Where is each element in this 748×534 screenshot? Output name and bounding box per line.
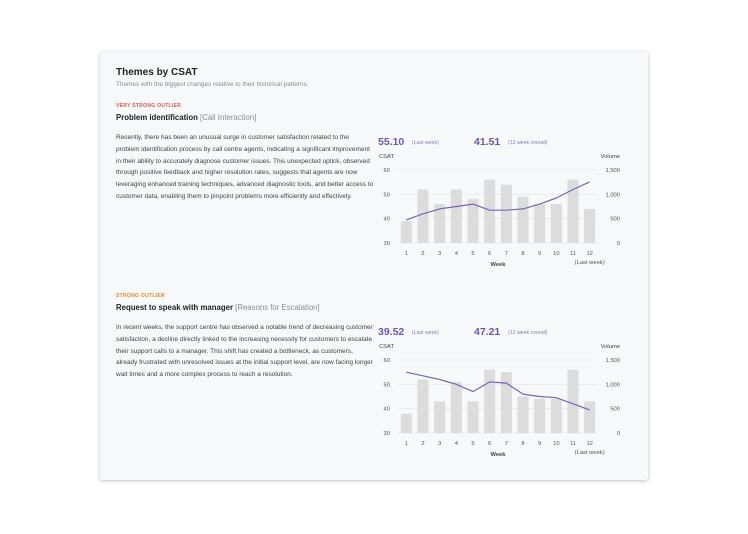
y2-tick-label: 1,000 xyxy=(605,192,620,199)
volume-bar xyxy=(534,204,545,243)
y2-tick-label: 1,500 xyxy=(605,358,620,364)
y-tick-label: 40 xyxy=(383,216,390,223)
volume-bar xyxy=(484,180,495,243)
volume-bar xyxy=(518,197,529,243)
stat-last-value: 39.52 xyxy=(378,326,405,338)
x-tick-label: 10 xyxy=(553,251,560,257)
x-tick-label: 3 xyxy=(438,251,442,257)
last-week-label: (Last week) xyxy=(574,260,605,266)
card-title: Themes by CSAT xyxy=(116,67,198,78)
x-tick-label: 6 xyxy=(488,441,492,447)
volume-bar xyxy=(501,372,512,433)
volume-bar xyxy=(434,401,445,433)
x-tick-label: 8 xyxy=(521,441,525,447)
chart-svg xyxy=(376,321,628,469)
volume-bar xyxy=(551,399,562,433)
outlier-tag: STRONG OUTLIER xyxy=(116,293,165,299)
volume-bar xyxy=(484,370,495,433)
volume-bar xyxy=(401,221,412,243)
x-tick-label: 12 xyxy=(586,251,593,257)
stat-overall-value: 41.51 xyxy=(474,136,501,148)
x-tick-label: 11 xyxy=(569,441,577,447)
y-axis-label: CSAT xyxy=(379,154,395,160)
last-week-label: (Last week) xyxy=(574,450,605,456)
csat-line xyxy=(406,182,589,220)
chart-svg xyxy=(376,131,628,279)
x-tick-label: 8 xyxy=(521,251,525,257)
x-tick-label: 5 xyxy=(471,251,475,257)
volume-bar xyxy=(451,382,462,433)
csat-volume-chart xyxy=(376,321,628,469)
volume-bar xyxy=(401,414,412,433)
theme-description: Recently, there has been an unusual surge in customer satisfaction related to the problem identification process by call centre agents, indicating a significant improvement in their ability to accurately diagnose customer issues. This unexpected uptick, observed through positive feedback and higher resolution rates, suggests that agents are now leveraging enhanced training techniques, advanced diagnostic tools, and better access to customer data, enabling them to pinpoint problems more efficiently and effectively. xyxy=(116,134,374,200)
themes-card xyxy=(100,52,648,480)
outlier-tag: VERY STRONG OUTLIER xyxy=(116,103,182,109)
theme-category: [Reasons for Escalation] xyxy=(235,303,320,312)
volume-bar xyxy=(551,204,562,243)
card-subtitle: Themes with the biggest changes relative to their historical patterns. xyxy=(116,81,309,88)
x-tick-label: 6 xyxy=(488,251,492,257)
x-tick-label: 9 xyxy=(538,441,542,447)
y2-tick-label: 500 xyxy=(610,216,620,223)
theme-heading xyxy=(116,113,256,122)
stat-overall-value: 47.21 xyxy=(474,326,501,338)
stat-last-label: (Last week) xyxy=(412,140,439,146)
x-tick-label: 4 xyxy=(454,251,458,257)
volume-bar xyxy=(518,397,529,434)
csat-volume-chart xyxy=(376,131,628,279)
x-tick-label: 7 xyxy=(504,441,508,447)
stat-last-value: 55.10 xyxy=(378,136,405,148)
y-tick-label: 40 xyxy=(383,406,390,413)
y2-tick-label: 1,000 xyxy=(605,382,620,389)
y-tick-label: 50 xyxy=(383,192,390,199)
y-tick-label: 30 xyxy=(383,431,390,437)
theme-description: In recent weeks, the support centre has observed a notable trend of decreasing customer satisfaction, a decline directly linked to the increasing necessity for customers to escalate their support calls to a manager. This shift has created a bottleneck, as customers, already frustrated with unresolved issues at the initial support level, are now facing longer wait times and a more complex process to reach a resolution. xyxy=(116,324,373,379)
y2-tick-label: 0 xyxy=(616,431,620,437)
volume-bar xyxy=(501,185,512,243)
stat-last-label: (Last week) xyxy=(412,330,439,336)
y-tick-label: 60 xyxy=(383,358,390,364)
x-tick-label: 11 xyxy=(569,251,577,257)
x-tick-label: 2 xyxy=(421,441,425,447)
y2-tick-label: 500 xyxy=(610,406,620,413)
volume-bar xyxy=(584,401,595,433)
y-tick-label: 60 xyxy=(383,168,390,174)
x-tick-label: 7 xyxy=(504,251,508,257)
x-tick-label: 5 xyxy=(471,441,475,447)
stat-overall-label: (12 week overall) xyxy=(508,330,548,336)
volume-bar xyxy=(584,209,595,243)
x-tick-label: 1 xyxy=(404,441,408,447)
theme-name: Problem identification xyxy=(116,113,198,122)
stat-overall-label: (12 week overall) xyxy=(508,140,548,146)
x-tick-label: 12 xyxy=(586,441,593,447)
theme-name: Request to speak with manager xyxy=(116,303,233,312)
y-tick-label: 30 xyxy=(383,241,390,247)
x-axis-label: Week xyxy=(490,452,506,458)
x-tick-label: 4 xyxy=(454,441,458,447)
x-tick-label: 10 xyxy=(553,441,560,447)
y-axis-label: CSAT xyxy=(379,344,395,350)
volume-bar xyxy=(451,189,462,243)
volume-bar xyxy=(418,379,429,433)
volume-bar xyxy=(534,399,545,433)
x-tick-label: 1 xyxy=(404,251,408,257)
volume-bar xyxy=(418,189,429,243)
y2-tick-label: 1,500 xyxy=(605,168,620,174)
theme-heading xyxy=(116,303,320,312)
y2-axis-label: Volume xyxy=(600,154,620,160)
x-tick-label: 9 xyxy=(538,251,542,257)
x-axis-label: Week xyxy=(490,262,506,268)
y-tick-label: 50 xyxy=(383,382,390,389)
volume-bar xyxy=(568,370,579,433)
csat-line xyxy=(406,372,589,410)
y2-axis-label: Volume xyxy=(600,344,620,350)
x-tick-label: 3 xyxy=(438,441,442,447)
x-tick-label: 2 xyxy=(421,251,425,257)
volume-bar xyxy=(468,401,479,433)
y2-tick-label: 0 xyxy=(616,241,620,247)
theme-category: [Call Interaction] xyxy=(200,113,257,122)
